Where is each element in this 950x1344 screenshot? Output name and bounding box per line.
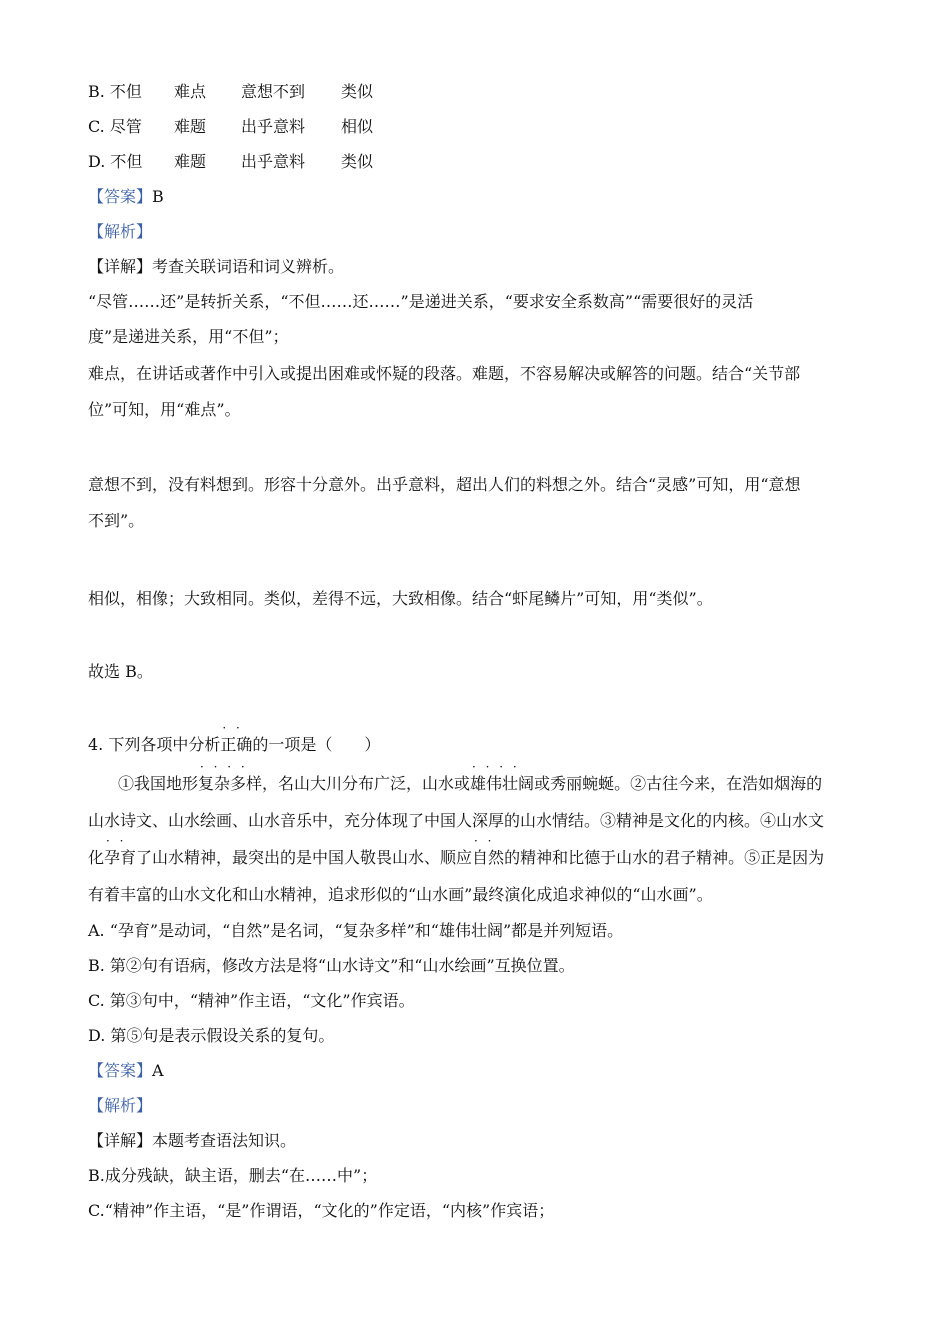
emphasis-text: · · 自然 [472,848,504,867]
option-label: C. 尽管 [88,117,142,136]
q4-option-d: D. 第⑤句是表示假设关系的复句。 [88,1026,335,1045]
answer-value: B [152,187,164,206]
q4-option-b: B. 第②句有语病，修改方法是将“山水诗文”和“山水绘画”互换位置。 [88,956,575,975]
passage-text: ①我国地形 [118,774,199,793]
emphasis-text: · · 孕育 [104,848,136,867]
q4-solution-c: C.“精神”作主语，“是”作谓语，“文化的”作定语，“内核”作宾语； [88,1201,555,1220]
q4-answer [88,1060,164,1082]
option-label: B. 不但 [88,82,142,101]
q4-option-a: A. “孕育”是动词，“自然”是名词，“复杂多样”和“雄伟壮阔”都是并列短语。 [88,921,624,940]
emphasis-text: · · · · 复杂多样 [198,774,262,793]
passage-text: 或秀丽蜿蜒。②古往今来，在浩如烟海的 [534,774,823,793]
option-word: 类似 [341,82,374,101]
option-word: 意想不到 [241,82,306,101]
option-word: 出乎意料 [241,152,306,171]
option-label: D. 不但 [88,152,143,171]
answer-tag: 【答案】 [88,1061,153,1080]
q3-para2-line2: 位”可知，用“难点”。 [88,400,241,419]
q4-passage-line2: 山水诗文、山水绘画、山水音乐中，充分体现了中国人深厚的山水情结。③精神是文化的内核。④山水文 [88,811,825,830]
emphasis-text: · · 正确 [220,735,252,754]
passage-text: 的精神和比德于山水的君子精神。⑤正是因为 [504,848,825,867]
stem-text: 4. 下列各项中分析 [88,735,221,754]
option-word: 相似 [341,117,374,136]
answer-value: A [152,1061,164,1080]
passage-text: ，名山大川分布广泛，山水或 [262,774,471,793]
option-word: 难题 [174,152,207,171]
option-word: 难题 [174,117,207,136]
q3-detail: 【详解】考查关联词语和词义辨析。 [88,257,345,276]
passage-text: 了山水精神，最突出的是中国人敬畏山水、顺应 [136,848,473,867]
option-b-row [88,81,373,103]
stem-text: 的一项是（ ） [252,735,381,754]
q3-para3-line2: 不到”。 [88,511,145,530]
q3-para4: 相似，相像；大致相同。类似，差得不远，大致相像。结合“虾尾鳞片”可知，用“类似”。 [88,589,713,608]
q4-option-c: C. 第③句中，“精神”作主语，“文化”作宾语。 [88,991,415,1010]
q3-answer [88,186,164,208]
q3-para1-line2: 度”是递进关系，用“不但”； [88,327,289,346]
passage-text: 化 [88,848,105,867]
option-word: 难点 [174,82,207,101]
option-d-row [88,151,373,173]
q4-detail: 【详解】本题考查语法知识。 [88,1131,297,1150]
option-c-row [88,116,373,138]
q3-conclusion: 故选 B。 [88,662,153,681]
option-word: 类似 [341,152,374,171]
q4-solution-b: B.成分残缺，缺主语，删去“在……中”； [88,1166,378,1185]
q3-para2-line1: 难点，在讲话或著作中引入或提出困难或怀疑的段落。难题，不容易解决或解答的问题。结合“关节部 [88,364,801,383]
emphasis-text: · · · · 雄伟壮阔 [470,774,534,793]
q3-analysis-tag: 【解析】 [88,222,153,241]
q4-stem [88,734,380,756]
q4-passage-line4: 有着丰富的山水文化和山水精神，追求形似的“山水画”最终演化成追求神似的“山水画”。 [88,885,713,904]
q4-passage-line1 [118,773,822,795]
answer-tag: 【答案】 [88,187,153,206]
q4-analysis-tag: 【解析】 [88,1096,153,1115]
q3-para1-line1: “尽管……还”是转折关系，“不但……还……”是递进关系，“要求安全系数高”“需要很好的灵活 [88,292,754,311]
option-word: 出乎意料 [241,117,306,136]
q4-passage-line3 [88,847,824,869]
q3-para3-line1: 意想不到，没有料想到。形容十分意外。出乎意料，超出人们的料想之外。结合“灵感”可知，用“意想 [88,475,801,494]
